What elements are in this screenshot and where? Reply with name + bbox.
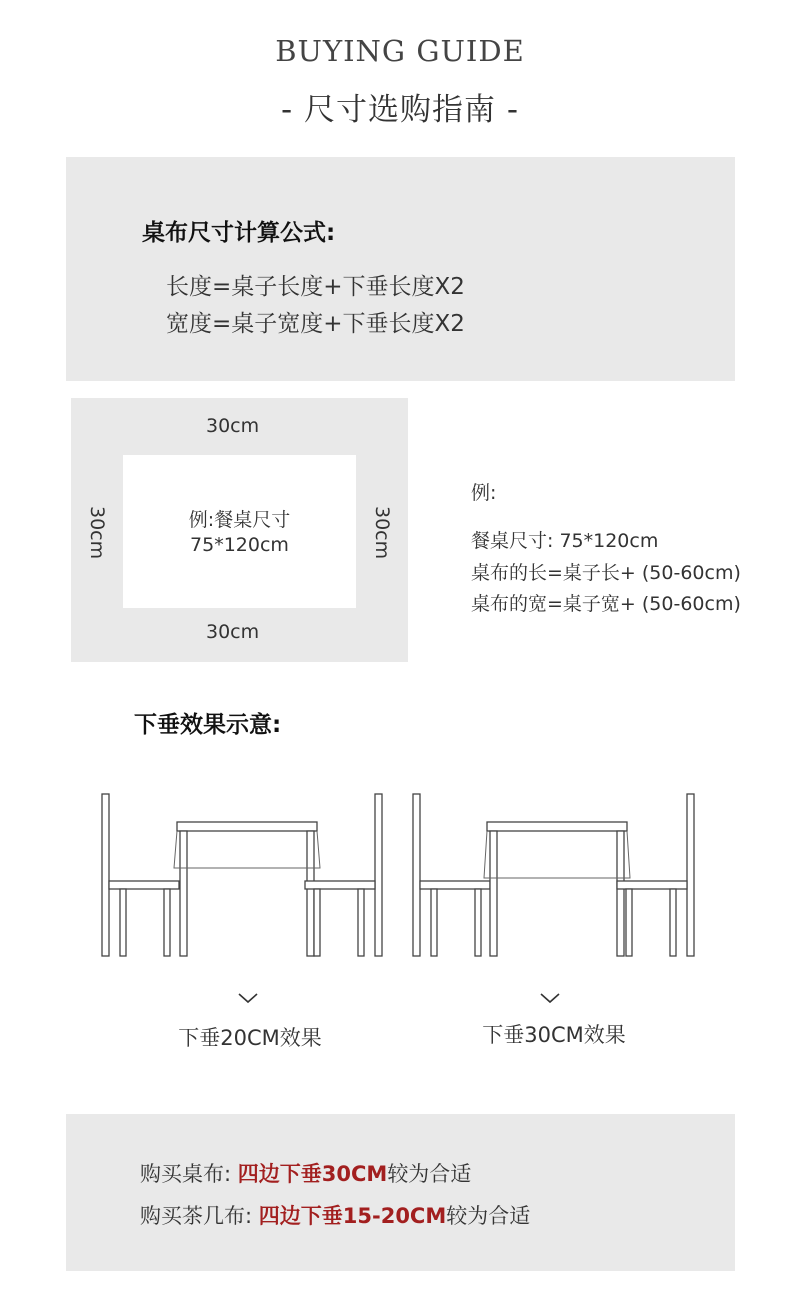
table-leg-icon [490,831,497,956]
chair-back-icon [102,794,109,956]
scene-20cm-illustration [102,794,382,956]
chair-seat-icon [617,881,687,889]
dimension-top: 30cm [206,415,260,437]
chevron-down-icon [236,990,260,1006]
scene-30cm-illustration [413,794,694,956]
chair-seat-icon [420,881,490,889]
dimension-right: 30cm [371,506,393,560]
table-leg-icon [307,831,314,956]
purchase-tips-panel [66,1114,735,1271]
formula-length: 长度=桌子长度+下垂长度X2 [166,274,465,300]
tip-coffee-table-cloth [140,1200,530,1230]
tablecloth-drop-icon [484,831,630,878]
table-leg-icon [180,831,187,956]
dimension-bottom: 30cm [206,621,260,643]
scene-30cm-label: 下垂30CM效果 [482,1023,626,1047]
tip-suffix: 较为合适 [387,1162,472,1186]
table-top-icon [177,822,317,831]
table-leg-icon [617,831,624,956]
formula-title: 桌布尺寸计算公式: [142,220,336,246]
title-english: BUYING GUIDE [275,34,525,68]
scene-20cm-label: 下垂20CM效果 [178,1026,322,1050]
chair-back-icon [375,794,382,956]
table-top-icon [487,822,627,831]
chair-seat-icon [305,881,375,889]
table-size-example [123,508,356,558]
example-line: 餐桌尺寸: 75*120cm [471,530,659,552]
example-line: 桌布的长=桌子长+ (50-60cm) [471,562,741,584]
tip-prefix: 购买桌布: [140,1162,238,1186]
example-label: 例: [471,482,497,504]
chair-back-icon [687,794,694,956]
tip-highlight: 四边下垂15-20CM [258,1204,447,1228]
tip-suffix: 较为合适 [446,1204,531,1228]
tablecloth-drop-icon [174,831,320,868]
chevron-down-icon [538,990,562,1006]
tip-tablecloth [140,1158,471,1188]
title-chinese: - 尺寸选购指南 - [280,92,520,128]
chair-back-icon [413,794,420,956]
table-size-value: 75*120cm [190,534,289,556]
drop-effect-illustration [0,780,800,970]
table-size-label: 例:餐桌尺寸 [188,509,291,531]
tip-prefix: 购买茶几布: [140,1204,259,1228]
chair-seat-icon [109,881,179,889]
formula-width: 宽度=桌子宽度+下垂长度X2 [166,311,465,337]
example-line: 桌布的宽=桌子宽+ (50-60cm) [471,593,741,615]
dimension-left: 30cm [86,506,108,560]
drop-effect-title: 下垂效果示意: [134,712,282,738]
tip-highlight: 四边下垂30CM [237,1162,388,1186]
